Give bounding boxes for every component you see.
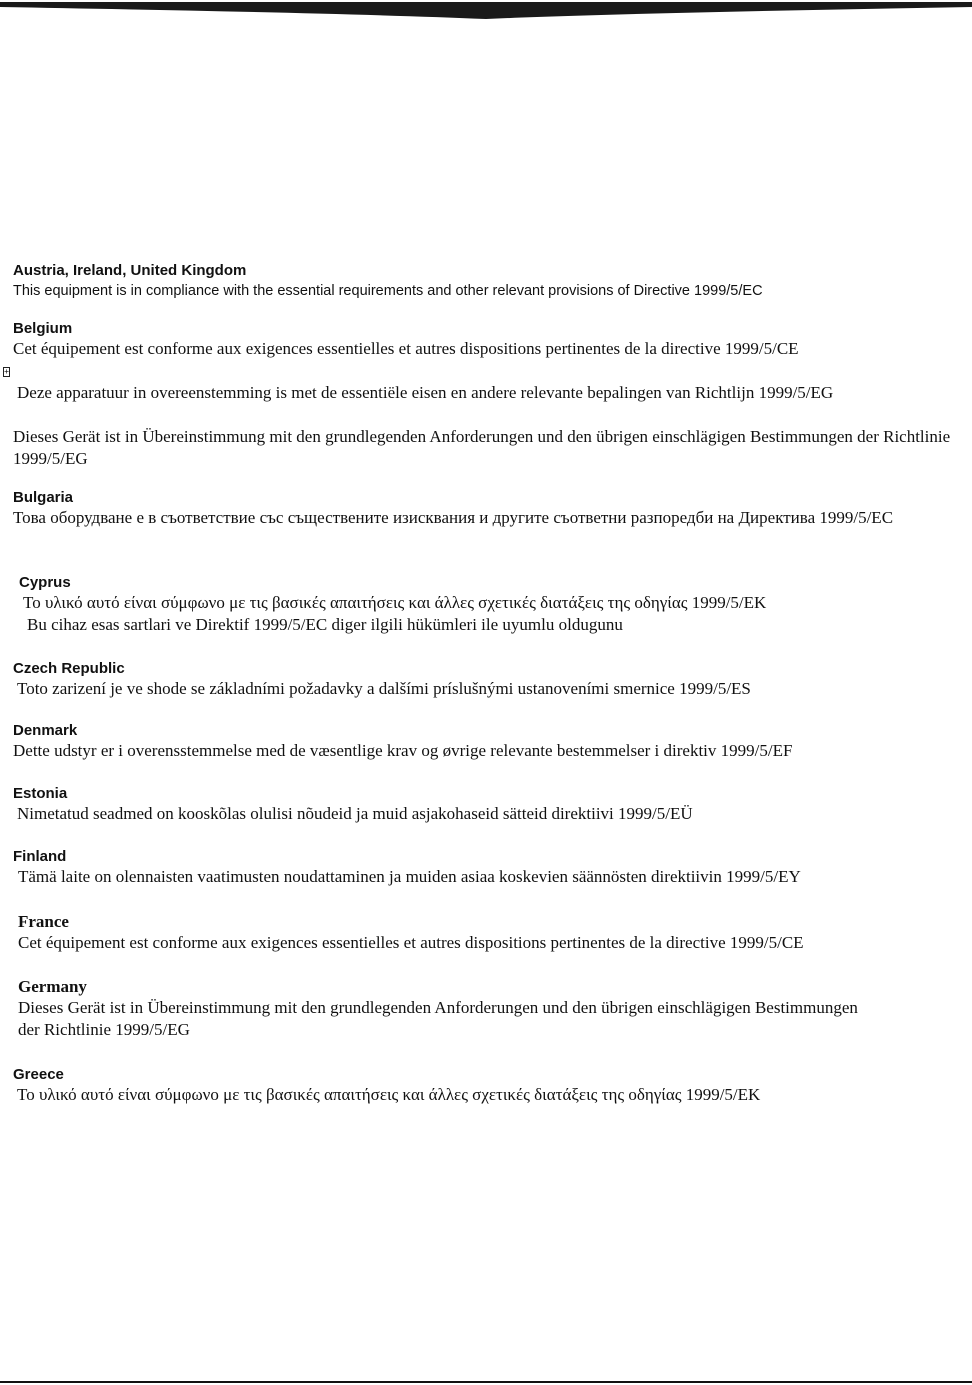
expand-marker-icon: + [4,367,9,376]
country-heading: Austria, Ireland, United Kingdom [13,262,247,279]
country-heading: Cyprus [19,574,71,591]
entry-czech-republic [13,660,963,700]
entry-greece [13,1066,963,1106]
declaration-text: Cet équipement est conforme aux exigences essentielles et autres dispositions pertinentes de la directive 1999/5/CE [18,933,804,952]
page-header-swoosh [0,0,972,20]
country-heading: Finland [13,848,67,865]
country-heading: Estonia [13,785,68,802]
country-heading: Germany [18,977,87,996]
entry-france [18,912,968,954]
entry-denmark [13,722,963,762]
declaration-text: Το υλικό αυτό είναι σύμφωνο με τις βασικές απαιτήσεις και άλλες σχετικές διατάξεις της οδηγίας 1999/5/EK [17,1085,761,1104]
entry-belgium [13,320,963,470]
entry-austria-ireland-uk [13,262,963,301]
entry-cyprus [19,574,969,636]
declaration-text: Toto zarizení je ve shode se základními požadavky a dalšími príslušnými ustanoveními smernice 1999/5/ES [17,679,751,698]
country-heading: Bulgaria [13,489,74,506]
country-heading: Belgium [13,320,73,337]
footer-rule [0,1381,972,1383]
country-heading: France [18,912,69,931]
declaration-text: Tämä laite on olennaisten vaatimusten noudattaminen ja muiden asiaa koskevien säännösten direktiivin 1999/5/EY [18,867,801,886]
declaration-text: Cet équipement est conforme aux exigences essentielles et autres dispositions pertinentes de la directive 1999/5/CE [13,339,799,358]
declaration-text: Nimetatud seadmed on kooskõlas olulisi nõudeid ja muid asjakohaseid sätteid direktiivi 1999/5/EÜ [17,804,693,823]
declaration-text: This equipment is in compliance with the essential requirements and other relevant provisions of Directive 1999/5/EC [13,283,763,299]
declaration-text: Това оборудване е в съответствие със съществените изисквания и другите съответни разпоредби на Директива 1999/5/EC [13,508,894,527]
entry-estonia [13,785,963,825]
declaration-text: Dette udstyr er i overensstemmelse med de væsentlige krav og øvrige relevante bestemmelser i direktiv 1999/5/EF [13,741,793,760]
declaration-text-dutch: Deze apparatuur in overeenstemming is met de essentiële eisen en andere relevante bepalingen van Richtlijn 1999/5/EG [17,383,834,402]
entry-finland [13,848,963,888]
entry-germany [18,977,878,1041]
country-heading: Denmark [13,722,78,739]
declaration-text-turkish: Bu cihaz esas sartlari ve Direktif 1999/5/EC diger ilgili hükümleri ile uyumlu oldugunu [27,615,623,634]
declaration-text-german: Dieses Gerät ist in Übereinstimmung mit den grundlegenden Anforderungen und den übrigen einschlägigen Bestimmungen der Richtlinie 1999/5/EG [13,427,951,468]
country-heading: Czech Republic [13,660,125,677]
country-heading: Greece [13,1066,64,1083]
declaration-text: Το υλικό αυτό είναι σύμφωνο με τις βασικές απαιτήσεις και άλλες σχετικές διατάξεις της οδηγίας 1999/5/EK [23,593,767,612]
declaration-text: Dieses Gerät ist in Übereinstimmung mit den grundlegenden Anforderungen und den übrigen einschlägigen Bestimmungen der Richtlinie 1999/5/EG [18,998,858,1039]
entry-bulgaria [13,489,963,529]
